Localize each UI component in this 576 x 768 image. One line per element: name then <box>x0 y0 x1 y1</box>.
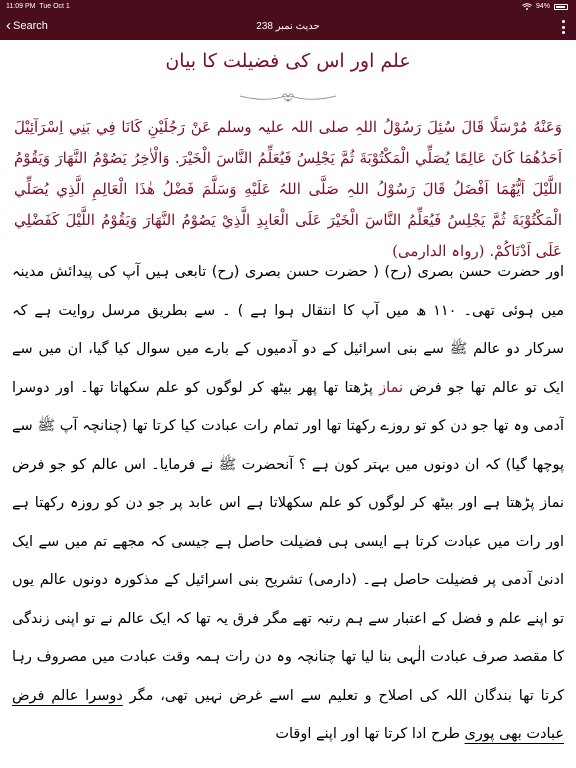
divider-ornament-icon <box>238 88 338 108</box>
more-dot <box>562 26 565 29</box>
arabic-hadith-body: وَعَنْهُ مُرْسَلًا قَالَ سُئِلَ رَسُوْلُ اللہِ صلی اللہ علیہ وسلم عَنْ رَجُلَيْنِ كَانَا فِي بَنِي اِسْرَآئِيْلَ اَحَدُهُمَا كَانَ عَالِمًا يُصَلِّي الْمَكْتُوْبَةَ ثُمَّ يَجْلِسُ فَيُعَلِّمُ النَّاسَ الْخَيْرَ. وَالْاٰخِرُ يَصُوْمُ النَّهَارَ وَيَقُوْمُ اللَّيْلَ اَيُّهُمَا اَفْضَلُ قَالَ رَسُوْلُ اللہِ صَلَّى اللہُ عَلَيْهِ وَسَلَّمَ فَضْلُ هٰذَا الْعَالِمِ الَّذِي يُصَلِّي الْمَكْتُوْبَةَ ثُمَّ يَجْلِسُ فَيُعَلِّمُ النَّاسَ الْخَيْرَ عَلَى الْعَابِدِ الَّذِيْ يَصُوْمُ النَّهَارَ وَيَقُوْمُ اللَّيْلَ كَفَضْلِي عَلَى اَدْنَاكُمْ. <box>14 118 562 260</box>
status-right <box>522 3 568 10</box>
urdu-text-part3: طرح ادا کرتا تھا اور اپنے اوقات <box>275 726 460 742</box>
more-options-button[interactable] <box>560 20 566 34</box>
battery-percent: 94% <box>535 3 550 10</box>
chevron-left-icon: ‹ <box>6 17 11 34</box>
status-bar <box>0 0 576 14</box>
urdu-text-part2: پڑھتا تھا پھر بیٹھ کر لوگوں کو علم سکھاتا تھا۔ اور دوسرا آدمی وہ تھا جو دن کو تو روزے رکھتا تھا اور تمام رات عبادت کیا کرتا تھا (چنانچہ آپ ﷺ سے پوچھا گیا) کہ ان دونوں میں بہتر کون ہے ؟ آنحضرت ﷺ نے فرمایا۔ اس عالم کو جو فرض نماز پڑھتا ہے اور بیٹھ کر لوگوں کو علم سکھلاتا ہے اس عابد پر جو دن کو روزہ رکھتا ہے اور رات میں عبادت کرتا ہے ایسی ہی فضیلت حاصل ہے جیسی کہ مجھے تم میں سے ایک ادنیٰ آدمی پر فضیلت حاصل ہے۔ (دارمی) تشریح بنی اسرائیل کے مذکورہ دونوں عالم یوں تو اپنے علم و فضل کے اعتبار سے ہم رتبہ تھے مگر فرق یہ تھا کہ ایک عالم نے تو اپنی زندگی کا مقصد صرف عبادت الٰہی بنا لیا تھا چنانچہ وہ دن رات ہمہ وقت عبادت میں مصروف رہا کرتا تھا بندگان اللہ کی اصلاح و تعلیم سے اسے غرض نہیں تھی، مگر <box>12 379 564 704</box>
highlighted-keyword[interactable]: نماز <box>379 379 403 396</box>
hadith-source: (رواہ الدارمی) <box>392 242 485 260</box>
more-dot <box>562 31 565 34</box>
page-title: علم اور اس کی فضیلت کا بیان <box>165 50 411 72</box>
battery-icon <box>554 4 568 10</box>
status-date: Tue Oct 1 <box>39 3 70 10</box>
wifi-icon <box>522 3 532 10</box>
urdu-text-part1: اور حضرت حسن بصری (رح) ( حضرت حسن بصری (رح) تابعی ہیں آپ کی پیدائش مدینہ میں ہوئی تھی۔ ۱۱۰ ھ میں آپ کا انتقال ہوا ہے ) ۔ سے بطریق مرسل روایت ہے کہ سرکار دو عالم ﷺ سے بنی اسرائیل کے دو آدمیوں کے بارے میں سوال کیا گیا، ان میں سے ایک تو عالم تھا جو فرض <box>12 264 564 396</box>
status-time: 11:09 PM <box>6 3 36 10</box>
status-time-date <box>6 3 70 10</box>
back-button-label: Search <box>13 20 48 32</box>
more-dot <box>562 20 565 23</box>
nav-bar <box>0 14 576 40</box>
nav-title: حدیث نمبر 238 <box>256 21 320 32</box>
underlined-phrase: دوسرا عالم فرض عبادت بھی پوری <box>12 687 564 742</box>
arabic-hadith-text <box>14 112 562 267</box>
urdu-translation <box>12 253 564 763</box>
